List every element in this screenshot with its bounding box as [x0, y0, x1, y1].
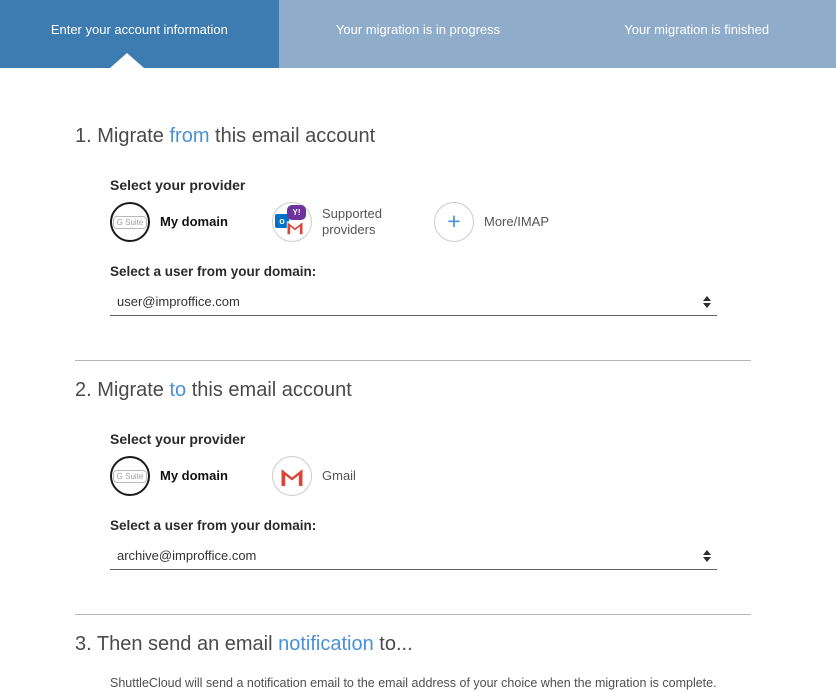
- tab-migration-finished[interactable]: [557, 0, 836, 68]
- select-spinner-icon: [703, 296, 711, 308]
- section-title: 2. Migrate to this email account: [75, 379, 352, 401]
- tab-account-info[interactable]: [0, 0, 279, 68]
- section-title: 3. Then send an email notification to...: [75, 633, 413, 655]
- provider-option-supported[interactable]: [272, 202, 434, 242]
- notification-description: ShuttleCloud will send a notification email to the email address of your choice when the migration is complete.: [110, 676, 717, 690]
- yahoo-icon: Y!: [287, 205, 306, 220]
- active-tab-arrow-icon: [110, 53, 144, 68]
- user-select[interactable]: [110, 290, 717, 316]
- user-select-label: Select a user from your domain:: [110, 264, 317, 279]
- section-divider: [75, 614, 751, 615]
- section-migrate-from: [75, 122, 751, 361]
- user-select-label: Select a user from your domain:: [110, 518, 317, 533]
- gmail-icon: [285, 220, 305, 235]
- provider-option-more-imap[interactable]: [434, 202, 596, 242]
- gsuite-icon: G Suite: [110, 202, 150, 242]
- provider-option-label: Gmail: [322, 468, 356, 483]
- provider-option-my-domain[interactable]: [110, 456, 272, 496]
- section-divider: [75, 360, 751, 361]
- gsuite-icon: G Suite: [110, 456, 150, 496]
- provider-select-label: Select your provider: [110, 431, 246, 447]
- tab-label: Enter your account information: [50, 21, 228, 37]
- user-select-value: user@improffice.com: [117, 294, 240, 309]
- outlook-icon: o: [275, 214, 289, 228]
- tab-label: Your migration is finished: [624, 21, 770, 37]
- tab-migration-progress[interactable]: [279, 0, 558, 68]
- section-notification: [75, 630, 751, 692]
- provider-options-row: [110, 202, 751, 242]
- provider-option-gmail[interactable]: [272, 456, 434, 496]
- provider-option-my-domain[interactable]: [110, 202, 272, 242]
- provider-option-label: More/IMAP: [484, 214, 550, 229]
- user-select[interactable]: [110, 544, 717, 570]
- tab-label: Your migration is in progress: [335, 21, 501, 37]
- user-select-value: archive@improffice.com: [117, 548, 257, 563]
- section-title: 1. Migrate from this email account: [75, 125, 376, 147]
- provider-option-label: My domain: [160, 214, 228, 229]
- select-spinner-icon: [703, 550, 711, 562]
- provider-option-label: My domain: [160, 468, 228, 483]
- provider-options-row: [110, 456, 751, 496]
- provider-select-label: Select your provider: [110, 177, 246, 193]
- section-migrate-to: [75, 376, 751, 615]
- provider-option-label: Supported providers: [322, 206, 382, 237]
- gmail-icon: [272, 456, 312, 496]
- plus-icon: +: [434, 202, 474, 242]
- step-tabs: [0, 0, 836, 68]
- providers-cluster-icon: [272, 202, 312, 242]
